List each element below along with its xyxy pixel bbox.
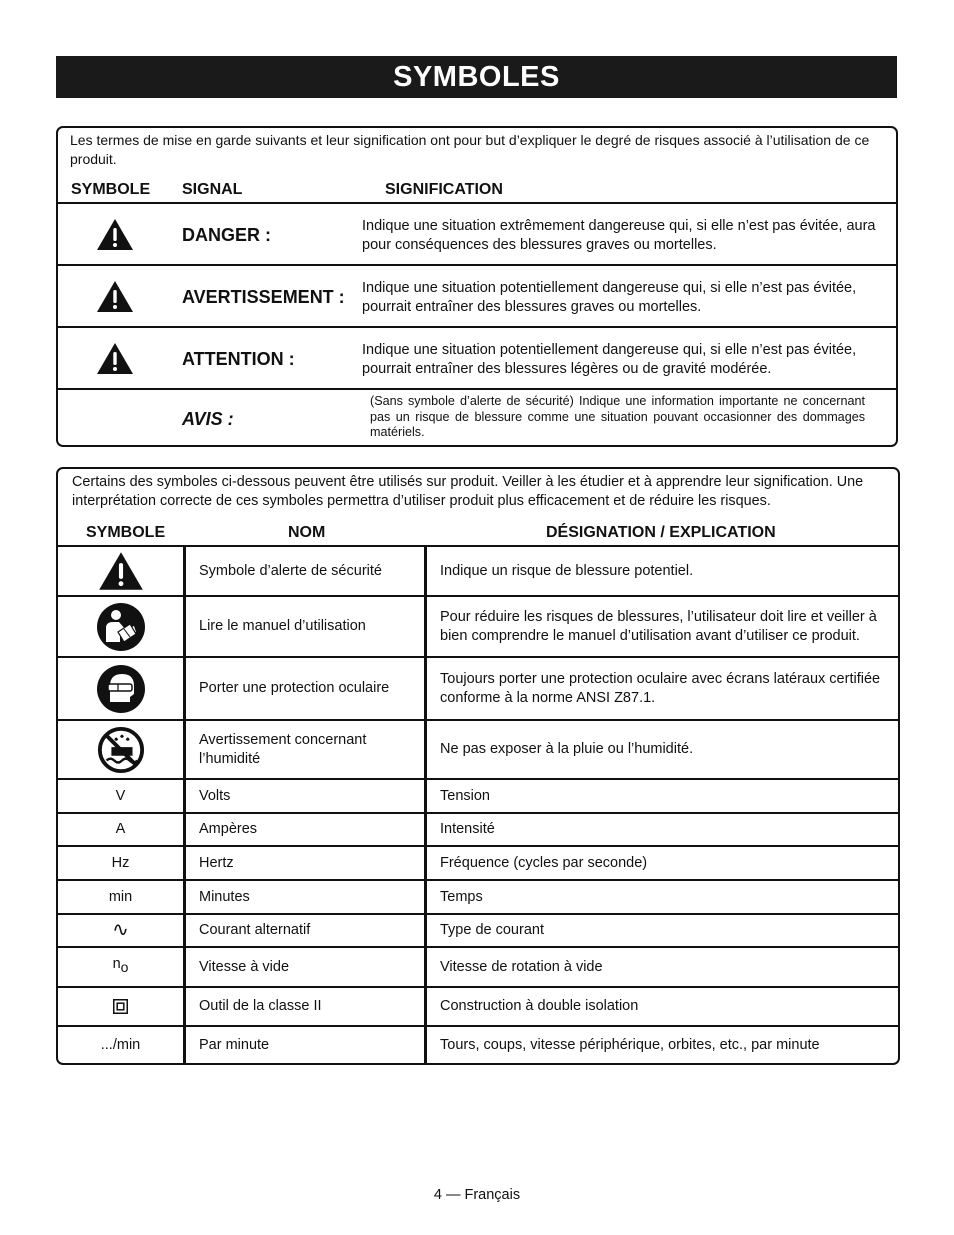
symbols-box xyxy=(56,467,900,1065)
warning-triangle-icon xyxy=(96,342,134,380)
symbol-cell: V xyxy=(58,779,185,813)
signal-row-notice xyxy=(58,388,896,445)
symbols-intro: Certains des symboles ci-dessous peuvent être utilisés sur produit. Veiller à les étudier et à apprendre leur signification. Une interprétation correcte de ces symboles permettra d’utiliser produit plus efficacement et de réduire les risques. xyxy=(72,474,864,509)
table-row xyxy=(58,880,898,914)
wet-conditions-icon xyxy=(97,741,145,757)
signal-row-caution xyxy=(58,326,896,388)
symbol-cell xyxy=(58,914,185,947)
signal-word: DANGER : xyxy=(182,225,271,245)
header-meaning: SIGNIFICATION xyxy=(385,181,503,198)
signal-meaning: (Sans symbole d’alerte de sécurité) Indique une information importante ne concernant pas un risque de blessure comme une situation pouvant occasionner des dommages matériels. xyxy=(370,394,865,439)
page-title: SYMBOLES xyxy=(393,60,560,93)
table-row xyxy=(58,987,898,1026)
explanation-cell: Ne pas exposer à la pluie ou l’humidité. xyxy=(426,720,899,779)
explanation-cell: Tension xyxy=(426,779,899,813)
name-cell: Hertz xyxy=(185,846,426,880)
table-row xyxy=(58,914,898,947)
no-load-speed-symbol: no xyxy=(112,956,129,975)
explanation-cell: Intensité xyxy=(426,813,899,846)
signal-intro: Les termes de mise en garde suivants et leur signification ont pour but d’expliquer le degré de risques associé à l’utilisation de ce produit. xyxy=(70,132,870,167)
name-cell: Lire le manuel d’utilisation xyxy=(185,596,426,657)
symbol-cell: Hz xyxy=(58,846,185,880)
symbol-cell xyxy=(58,546,185,596)
explanation-cell: Temps xyxy=(426,880,899,914)
warning-triangle-icon xyxy=(98,563,144,579)
name-cell: Ampères xyxy=(185,813,426,846)
page-title-bar xyxy=(56,56,897,98)
alternating-current-icon: ∿ xyxy=(112,916,129,941)
table-row xyxy=(58,779,898,813)
table-row xyxy=(58,846,898,880)
explanation-cell: Indique un risque de blessure potentiel. xyxy=(426,546,899,596)
class-ii-icon xyxy=(113,998,128,1014)
symbol-cell xyxy=(58,947,185,987)
symbol-cell: A xyxy=(58,813,185,846)
explanation-cell: Vitesse de rotation à vide xyxy=(426,947,899,987)
explanation-cell: Tours, coups, vitesse périphérique, orbites, etc., par minute xyxy=(426,1026,899,1064)
symbol-cell: .../min xyxy=(58,1026,185,1064)
header-name: NOM xyxy=(288,524,326,541)
header-symbol: SYMBOLE xyxy=(71,181,151,198)
signal-row-danger xyxy=(58,202,896,264)
table-row xyxy=(58,720,898,779)
table-row xyxy=(58,596,898,657)
name-cell: Symbole d’alerte de sécurité xyxy=(185,546,426,596)
header-explanation: DÉSIGNATION / EXPLICATION xyxy=(546,524,776,541)
page-footer: 4 — Français xyxy=(433,1187,521,1203)
explanation-cell: Fréquence (cycles par seconde) xyxy=(426,846,899,880)
header-signal: SIGNAL xyxy=(182,181,243,198)
table-row xyxy=(58,1026,898,1064)
name-cell: Volts xyxy=(185,779,426,813)
signal-meaning: Indique une situation potentiellement dangereuse qui, si elle n’est pas évitée, pourrait entraîner des blessures légères ou de gravité modérée. xyxy=(362,342,857,377)
read-manual-icon xyxy=(96,618,146,634)
signal-words-box xyxy=(56,126,898,447)
table-row xyxy=(58,813,898,846)
symbol-cell xyxy=(58,596,185,657)
table-row xyxy=(58,947,898,987)
eye-protection-icon xyxy=(96,680,146,696)
signal-word: ATTENTION : xyxy=(182,349,295,369)
signal-meaning: Indique une situation potentiellement dangereuse qui, si elle n’est pas évitée, pourrait entraîner des blessures graves ou mortelles. xyxy=(362,280,857,315)
name-cell: Vitesse à vide xyxy=(185,947,426,987)
signal-meaning: Indique une situation extrêmement dangereuse qui, si elle n’est pas évitée, aura pour conséquences des blessures graves ou mortelles. xyxy=(362,218,876,253)
warning-triangle-icon xyxy=(96,280,134,318)
table-row xyxy=(58,546,898,596)
signal-word: AVIS : xyxy=(182,409,234,429)
name-cell: Courant alternatif xyxy=(185,914,426,947)
explanation-cell: Toujours porter une protection oculaire avec écrans latéraux certifiée conforme à la norme ANSI Z87.1. xyxy=(426,657,899,720)
name-cell: Outil de la classe II xyxy=(185,987,426,1026)
symbol-cell xyxy=(58,987,185,1026)
name-cell: Par minute xyxy=(185,1026,426,1064)
signal-word: AVERTISSEMENT : xyxy=(182,287,345,307)
table-row xyxy=(58,657,898,720)
explanation-cell: Construction à double isolation xyxy=(426,987,899,1026)
explanation-cell: Type de courant xyxy=(426,914,899,947)
name-cell: Porter une protection oculaire xyxy=(185,657,426,720)
explanation-cell: Pour réduire les risques de blessures, l’utilisateur doit lire et veiller à bien comprendre le manuel d’utilisation avant d’utiliser ce produit. xyxy=(426,596,899,657)
symbol-cell: min xyxy=(58,880,185,914)
name-cell: Avertissement concernant l’humidité xyxy=(185,720,426,779)
header-symbol: SYMBOLE xyxy=(86,524,166,541)
name-cell: Minutes xyxy=(185,880,426,914)
symbol-cell xyxy=(58,657,185,720)
signal-row-warning xyxy=(58,264,896,326)
symbol-cell xyxy=(58,720,185,779)
symbols-table xyxy=(58,545,898,1064)
warning-triangle-icon xyxy=(96,218,134,256)
